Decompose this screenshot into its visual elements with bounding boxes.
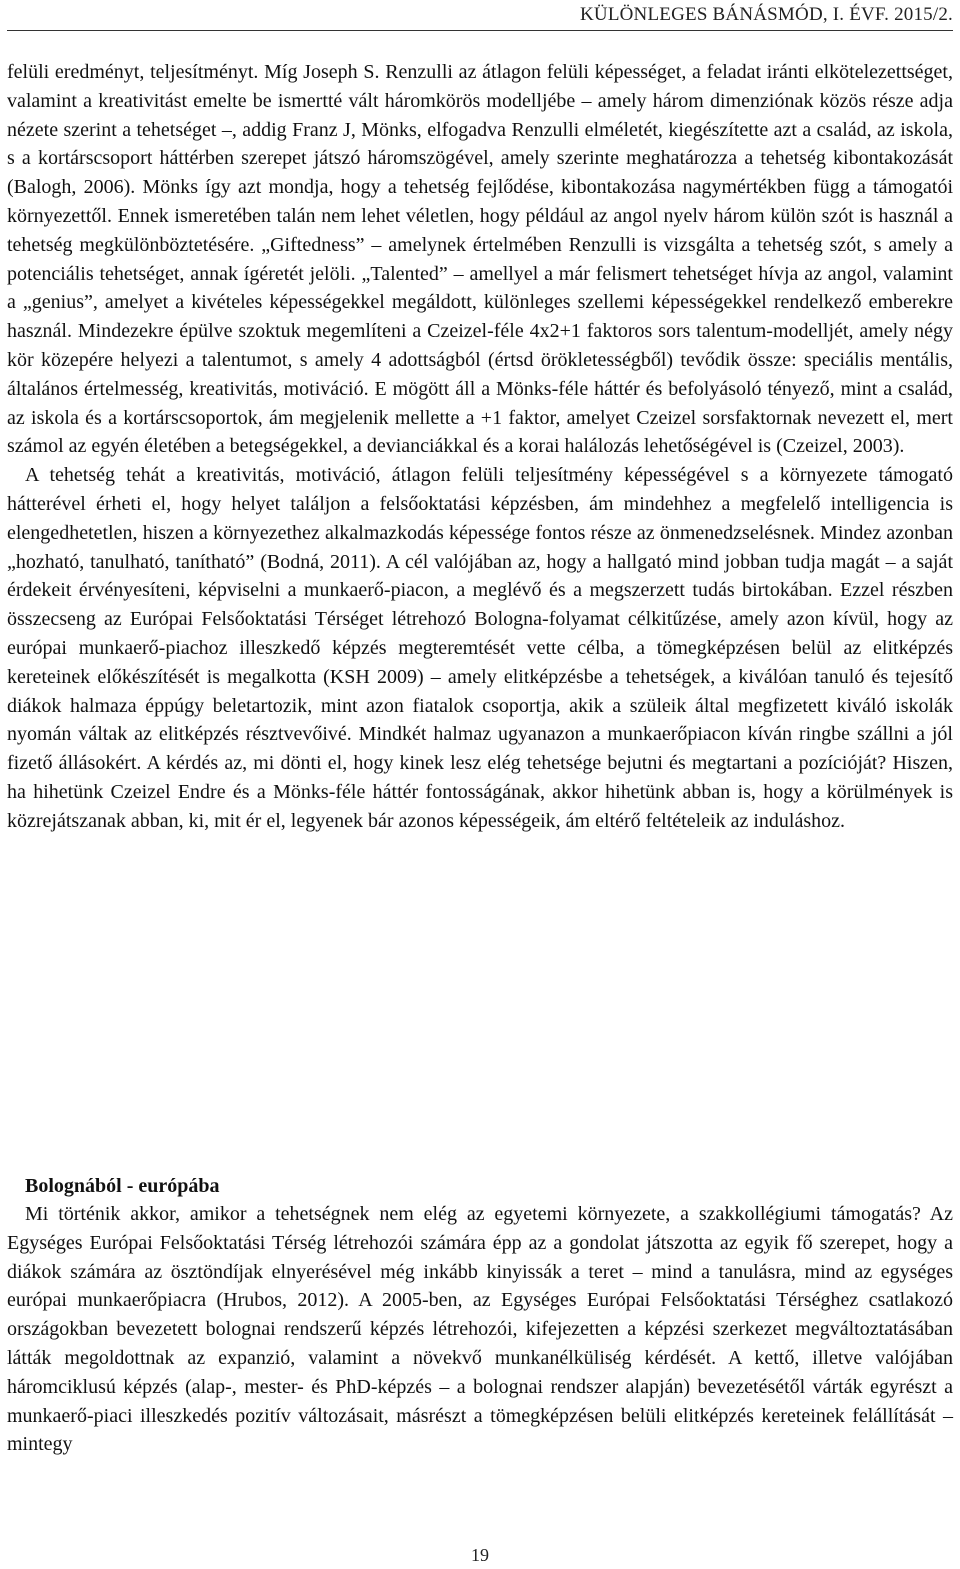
body-paragraph-1: felüli eredményt, teljesítményt. Míg Joseph S. Renzulli az átlagon felüli képességet, a feladat iránti elkötelezettséget, valamint a kreativitást emelte be ismertté vált háromkörös modelljébe – amely három dimenziónak közös része adja nézete szerint a tehetséget –, addig Franz J, Mönks, elfogadva Renzulli elméletét, kiegészítette azt a család, az iskola, s a kortárscsoport háttérben szerepet játszó háromszögével, amely szerinte meghatározza a tehetség kibontakozását (Balogh, 2006). Mönks így azt mondja, hogy a tehetség fejlődése, kibontakozása nagymértékben függ a támogatói környezettől. Ennek ismeretében talán nem lehet véletlen, hogy például az angol nyelv három külön szót is használ a tehetség megkülönböztetésére. „Giftedness” – amelynek értelmében Renzulli is vizsgálta a tehetség szót, s amely a potenciális tehetséget, annak ígéretét jelöli. „Talented” – amellyel a már felismert tehetséget hívja az angol, valamint a „genius”, amelyet a kivételes képességekkel megáldott, különleges szellemi képességekkel rendelkező emberekre használ. Mindezekre épülve szoktuk megemlíteni a Czeizel-féle 4x2+1 faktoros sors talentum-modelljét, amely négy kör közepére helyezi a talentumot, s amely 4 adottságból (értsd örökletességből) tevődik össze: speciális mentális, általános értelmesség, kreativitás, motiváció. E mögött áll a Mönks-féle háttér és befolyásoló tényező, mint a család, az iskola és a kortárscsoportok, ám megjelenik mellette a +1 faktor, amelyet Czeizel sorsfaktornak nevezett el, mert számol az egyén életében a betegségekkel, a devianciákkal és a korai halálozás lehetőségével is (Czeizel, 2003). [7, 61, 953, 458]
body-paragraph-2: A tehetség tehát a kreativitás, motiváció, átlagon felüli teljesítmény képességével s a környezete támogató hátterével érheti el, hogy helyet találjon a felsőoktatási képzésben, ám mindehhez a megfelelő intelligencia is elengedhetetlen, hiszen a környezethez alkalmazkodás képessége fontos része az önmenedzselésnek. Mindez azonban „hozható, tanulható, tanítható” (Bodná, 2011). A cél valójában az, hogy a hallgató mind jobban tudja magát – a saját érdekeit érvényesíteni, képviselni a munkaerő-piacon, a meglévő és a megszerzett tudás birtokában. Ezzel részben összecseng az Európai Felsőoktatási Térséget létrehozó Bologna-folyamat célkitűzése, amely azon kívül, hogy az európai munkaerő-piachoz illeszkedő képzés megteremtését vette célba, a tömegképzésen belül az elitképzés kereteinek előkészítését is megalkotta (KSH 2009) – amely elitképzésbe a tehetségek, a kiválóan tanuló és tejesítő diákok halmaza éppúgy beletartozik, mint azon fiatalok csoportja, akik a szüleik által megfizetett kiváló iskolák nyomán váltak az elitképzés résztvevőivé. Mindkét halmaz ugyanazon a munkaerőpiacon kíván ringbe szállni a jól fizető állásokért. A kérdés az, mi dönti el, hogy kinek lesz elég tehetsége bejutni és megtartani a pozícióját? Hiszen, ha hihetünk Czeizel Endre és a Mönks-féle háttér fontosságának, akkor hihetünk abban is, hogy a körülmények is közrejátszanak abban, ki, mit ér el, legyenek bár azonos képességeik, ám eltérő feltételeik az induláshoz. [7, 464, 953, 832]
section-text [7, 1200, 953, 1459]
main-text [7, 58, 953, 836]
header-rule [7, 30, 953, 31]
page-number: 19 [471, 1545, 489, 1565]
running-header: KÜLÖNLEGES BÁNÁSMÓD, I. ÉVF. 2015/2. [579, 4, 953, 25]
section-heading: Bolognából - európába [25, 1175, 220, 1197]
section-paragraph-1: Mi történik akkor, amikor a tehetségnek nem elég az egyetemi környezete, a szakkollégiumi támogatás? Az Egységes Európai Felsőoktatási Térség létrehozói számára épp az a gondolat játszotta az egyik fő szerepet, hogy a diákok számára az ösztöndíjak elnyerésével még inkább kinyissák a teret – mind a tanulásra, mind az egységes európai munkaerőpiacra (Hrubos, 2012). A 2005-ben, az Egységes Európai Felsőoktatási Térséghez csatlakozó országokban bevezetett bolognai rendszerű képzés létrehozói, kifejezetten a képzési szerkezet megváltoztatásában látták megoldottnak az expanzió, valamint a növekvő munkanélküliség kérdését. A kettő, illetve valójában háromciklusú képzés (alap-, mester- és PhD-képzés – a bolognai rendszer alapján) bevezetésétől várták egyrészt a munkaerő-piaci illeszkedés pozitív változásait, másrészt a tömegképzésen belüli elitképzés kereteinek felállítását – mintegy [7, 1203, 953, 1456]
